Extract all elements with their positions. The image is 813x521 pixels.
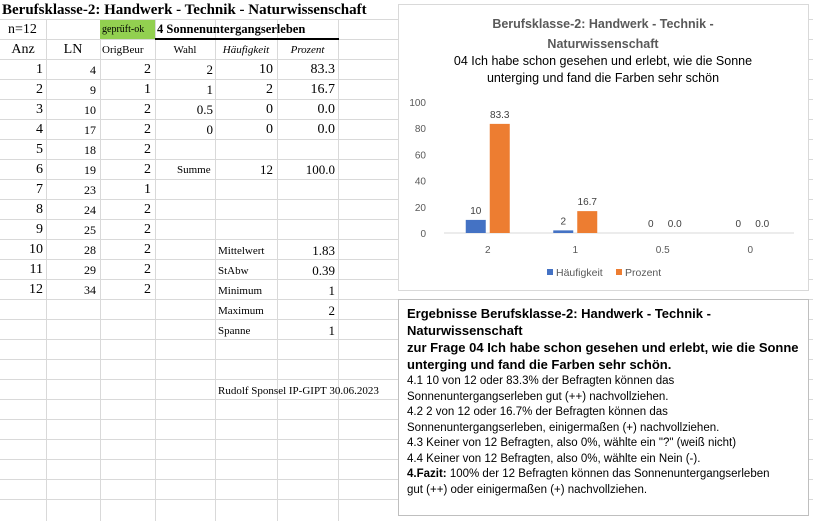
summe-label[interactable]: Summe (177, 164, 211, 176)
bar-prozent[interactable] (577, 211, 597, 233)
x-tick-label: 2 (484, 245, 491, 256)
header-anz[interactable]: Anz (11, 42, 35, 57)
data-label: 0 (647, 219, 654, 230)
row-ln[interactable]: 4 (90, 63, 96, 77)
row-anz[interactable]: 9 (36, 222, 43, 237)
row-anz[interactable]: 2 (36, 82, 43, 97)
y-tick-label: 100 (409, 98, 426, 109)
stat-label[interactable]: Minimum (218, 285, 263, 297)
row-anz[interactable]: 6 (36, 162, 43, 177)
row-ln[interactable]: 9 (90, 83, 96, 97)
y-tick-label: 0 (420, 229, 426, 240)
header-wahl[interactable]: Wahl (173, 44, 197, 56)
stat-value[interactable]: 2 (328, 303, 335, 318)
row-origbeur[interactable]: 2 (144, 62, 151, 77)
row-origbeur[interactable]: 2 (144, 142, 151, 157)
stat-value[interactable]: 1 (328, 323, 335, 338)
y-tick-label: 40 (414, 176, 426, 188)
row-origbeur[interactable]: 2 (144, 262, 151, 277)
stat-value[interactable]: 1.83 (312, 243, 335, 258)
data-label: 83.3 (490, 109, 510, 121)
row-ln[interactable]: 29 (84, 263, 96, 277)
x-tick-label: 0 (747, 245, 754, 256)
row-origbeur[interactable]: 2 (144, 242, 151, 257)
results-heading-line: unterging und fand die Farben sehr schön. (407, 357, 672, 372)
freq-haeufigkeit[interactable]: 0 (266, 122, 273, 137)
row-anz[interactable]: 1 (36, 62, 43, 77)
row-origbeur[interactable]: 2 (144, 202, 151, 217)
row-ln[interactable]: 19 (84, 163, 96, 177)
freq-wahl[interactable]: 1 (206, 82, 213, 97)
row-origbeur[interactable]: 2 (144, 162, 151, 177)
row-ln[interactable]: 10 (84, 103, 96, 117)
author-credit[interactable]: Rudolf Sponsel IP-GIPT 30.06.2023 (218, 385, 379, 397)
header-haeufigkeit[interactable]: Häufigkeit (222, 44, 270, 56)
row-anz[interactable]: 12 (29, 282, 43, 297)
results-heading (407, 305, 800, 373)
row-anz[interactable]: 3 (36, 102, 43, 117)
header-ln[interactable]: LN (63, 42, 83, 57)
chart-title-line: Berufsklasse-2: Handwerk - Technik - (492, 17, 714, 31)
result-fazit (407, 467, 800, 483)
chart-panel[interactable] (398, 4, 809, 291)
result-line: 4.1 10 von 12 oder 83.3% der Befragten können das (407, 375, 675, 387)
stat-label[interactable]: StAbw (218, 265, 249, 277)
freq-wahl[interactable]: 2 (206, 62, 213, 77)
stat-value[interactable]: 0.39 (312, 263, 335, 278)
freq-wahl[interactable]: 0.5 (196, 102, 213, 117)
legend-swatch (547, 269, 553, 275)
stat-label[interactable]: Maximum (218, 305, 264, 317)
fazit-text: 100% der 12 Befragten können das Sonnenuntergangserleben (446, 468, 770, 480)
bar-prozent[interactable] (490, 124, 510, 233)
y-tick-label: 60 (414, 150, 426, 162)
row-ln[interactable]: 17 (84, 123, 96, 137)
freq-haeufigkeit[interactable]: 10 (259, 62, 273, 77)
results-heading-line: Ergebnisse Berufsklasse-2: Handwerk - Technik - (407, 306, 711, 321)
stat-label[interactable]: Mittelwert (218, 245, 265, 257)
stat-value[interactable]: 1 (328, 283, 335, 298)
freq-haeufigkeit[interactable]: 0 (266, 102, 273, 117)
summe-prozent[interactable]: 100.0 (305, 162, 335, 177)
sample-size-label: n=12 (8, 22, 37, 37)
result-line: Sonnenuntergangserleben gut (++) nachvollziehen. (407, 390, 669, 403)
data-label: 0 (735, 219, 742, 230)
data-label: 0.0 (667, 219, 682, 230)
result-line: 4.4 Keiner von 12 Befragten, also 0%, wählte ein Nein (-). (407, 452, 701, 465)
row-origbeur[interactable]: 2 (144, 122, 151, 137)
result-fazit-continued: gut (++) oder einigermaßen (+) nachvollziehen. (407, 483, 648, 496)
header-prozent[interactable]: Prozent (290, 44, 325, 56)
row-origbeur[interactable]: 1 (144, 182, 151, 197)
legend-label: Häufigkeit (556, 267, 603, 279)
topic-title: 4 Sonnenuntergangserleben (157, 22, 306, 36)
results-heading-line: zur Frage 04 Ich habe schon gesehen und erlebt, wie die Sonne (407, 340, 799, 355)
row-origbeur[interactable]: 2 (144, 222, 151, 237)
result-line: 4.3 Keiner von 12 Befragten, also 0%, wählte ein "?" (weiß nicht) (407, 437, 737, 449)
row-ln[interactable]: 25 (84, 223, 96, 237)
row-anz[interactable]: 10 (29, 242, 43, 257)
stat-label[interactable]: Spanne (218, 325, 251, 337)
freq-prozent[interactable]: 0.0 (317, 122, 335, 137)
legend-label: Prozent (625, 267, 662, 279)
y-tick-label: 80 (414, 124, 426, 136)
fazit-label: 4.Fazit: (407, 468, 447, 480)
row-ln[interactable]: 24 (84, 203, 96, 217)
row-ln[interactable]: 28 (84, 243, 96, 257)
row-origbeur[interactable]: 2 (144, 102, 151, 117)
x-tick-label: 1 (572, 245, 579, 256)
chart-subtitle-line: unterging und fand die Farben sehr schön (486, 71, 720, 85)
result-line: Sonnenuntergangserleben, einigermaßen (+) nachvollziehen. (407, 421, 720, 434)
row-ln[interactable]: 18 (84, 143, 96, 157)
freq-prozent[interactable]: 0.0 (317, 102, 335, 117)
sheet-title: Berufsklasse-2: Handwerk - Technik - Naturwissenschaft (2, 2, 367, 18)
row-anz[interactable]: 8 (36, 202, 43, 217)
bar-chart (399, 5, 808, 290)
freq-prozent[interactable]: 83.3 (310, 62, 335, 77)
row-ln[interactable]: 23 (84, 183, 96, 197)
freq-prozent[interactable]: 16.7 (310, 82, 335, 97)
y-tick-label: 20 (414, 202, 426, 214)
data-label: 16.7 (577, 197, 597, 209)
header-origbeur[interactable]: OrigBeur (102, 44, 144, 56)
chart-title-line: Naturwissenschaft (547, 37, 659, 51)
row-anz[interactable]: 11 (29, 262, 43, 277)
x-tick-label: 0.5 (655, 245, 670, 256)
grid-col-line (338, 20, 339, 521)
data-label: 10 (470, 205, 482, 217)
summe-haeufigkeit[interactable]: 12 (260, 162, 273, 177)
status-badge: geprüft-ok (100, 20, 155, 39)
freq-haeufigkeit[interactable]: 2 (266, 82, 273, 97)
data-label: 0.0 (755, 219, 770, 230)
results-heading-line: Naturwissenschaft (407, 323, 523, 338)
bar-häufigkeit[interactable] (553, 230, 573, 233)
row-anz[interactable]: 5 (36, 142, 43, 157)
row-origbeur[interactable]: 2 (144, 282, 151, 297)
chart-subtitle-line: 04 Ich habe schon gesehen und erlebt, wie die Sonne (453, 54, 753, 68)
bar-häufigkeit[interactable] (466, 220, 486, 233)
row-origbeur[interactable]: 1 (144, 82, 151, 97)
legend-swatch (616, 269, 622, 275)
row-anz[interactable]: 4 (36, 122, 43, 137)
results-textbox[interactable] (398, 299, 809, 516)
row-anz[interactable]: 7 (36, 182, 43, 197)
result-line: 4.2 2 von 12 oder 16.7% der Befragten können das (407, 406, 668, 418)
data-label: 2 (560, 216, 567, 228)
freq-wahl[interactable]: 0 (206, 122, 213, 137)
row-ln[interactable]: 34 (84, 283, 96, 297)
